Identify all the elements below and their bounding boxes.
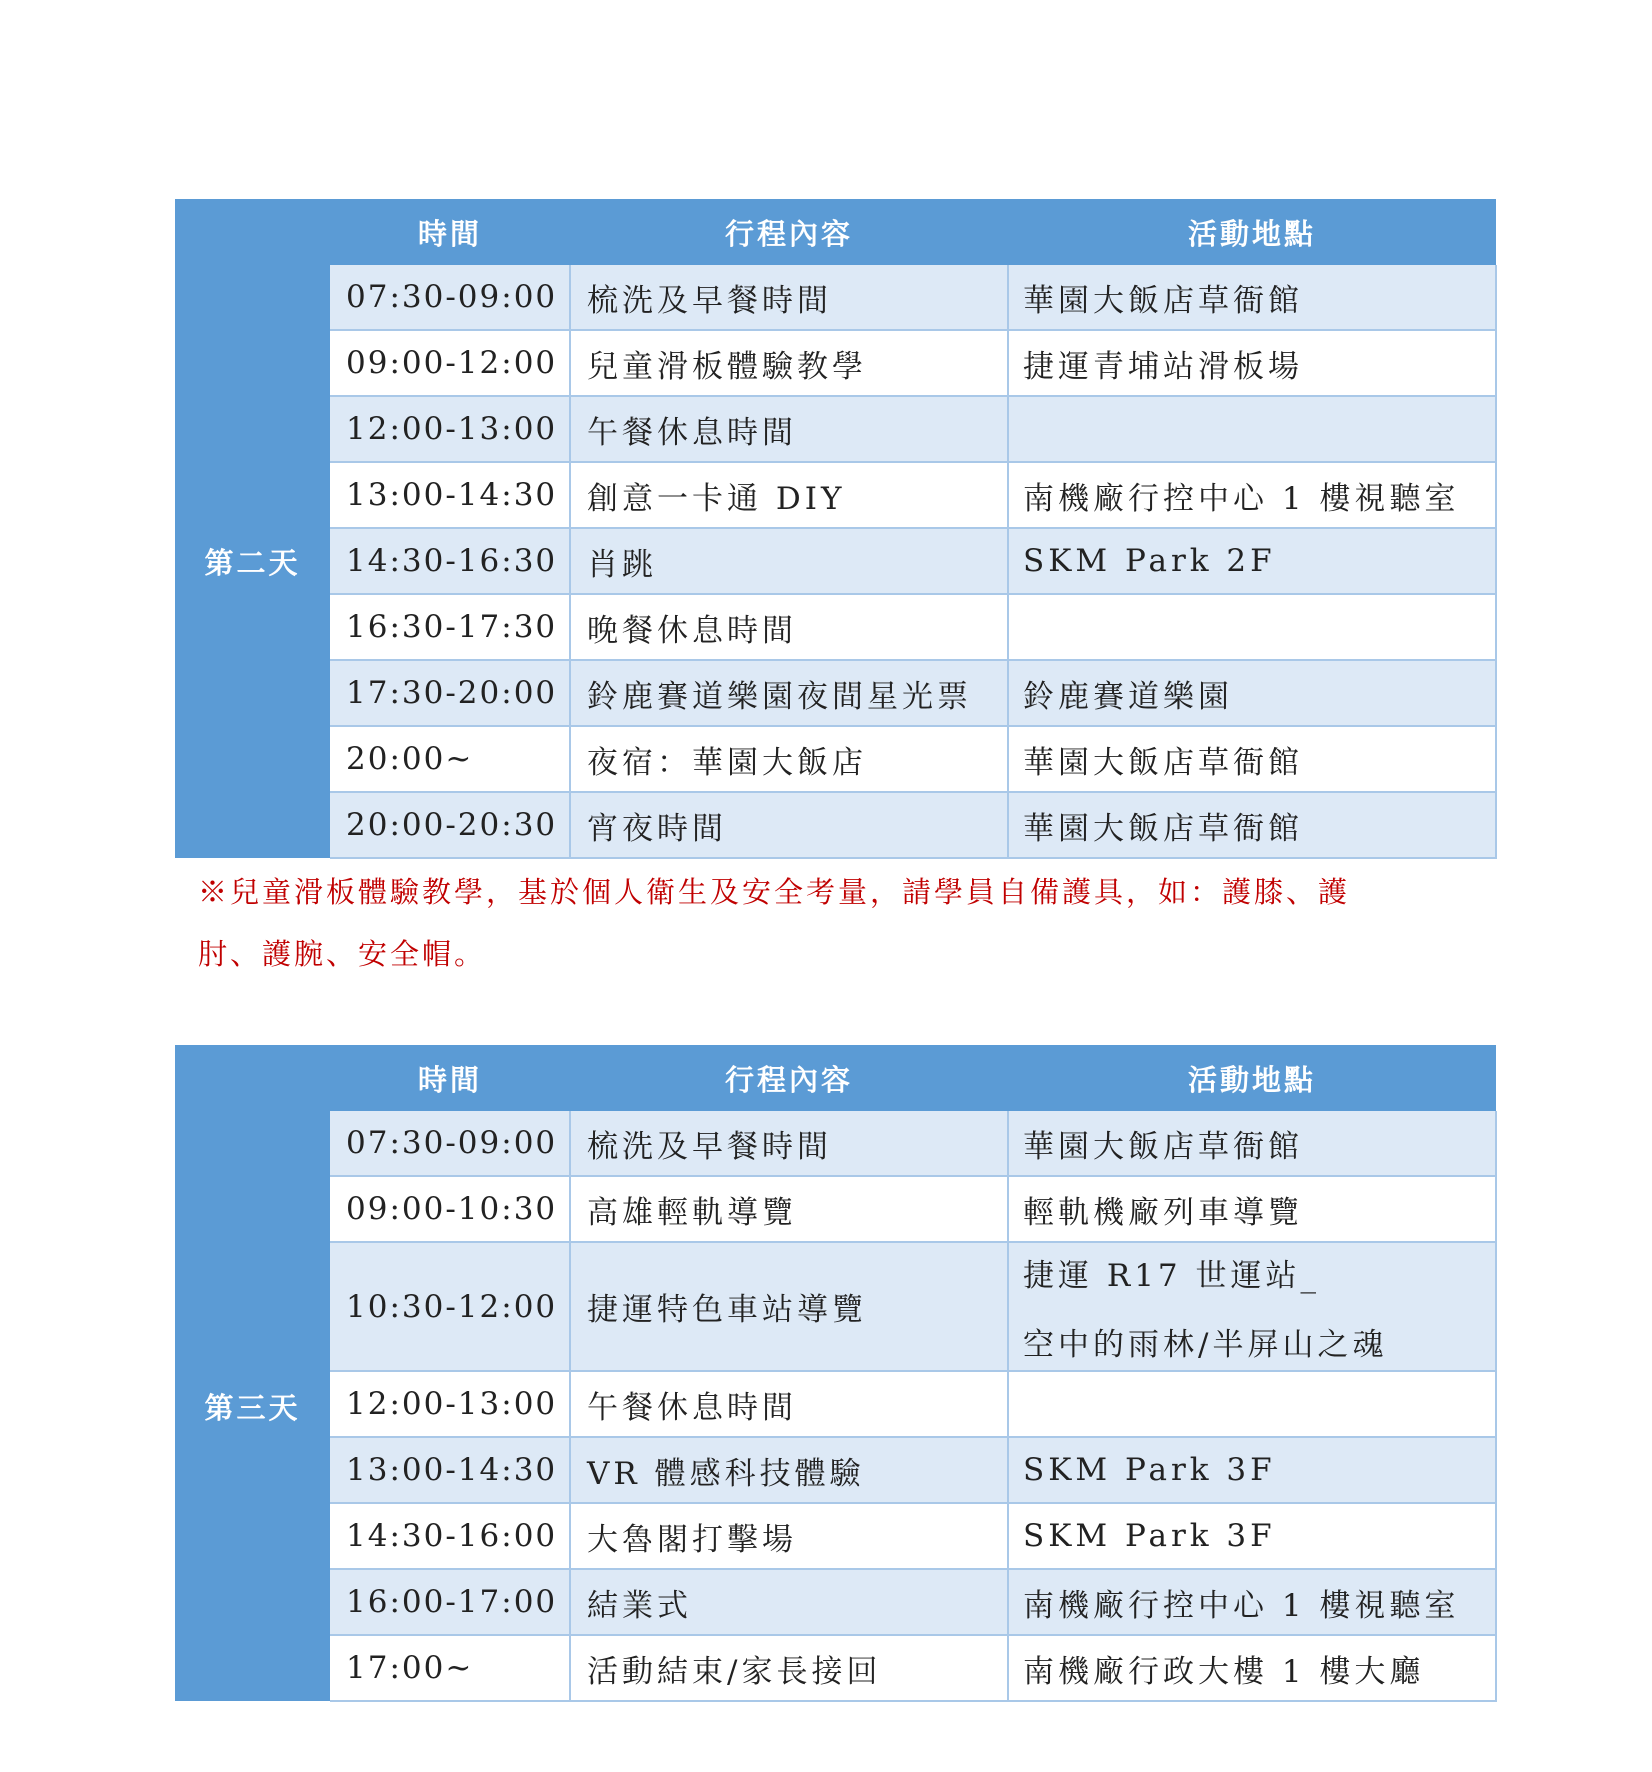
activity-cell: 高雄輕軌導覽 [570,1176,1008,1242]
activity-cell: 鈴鹿賽道樂園夜間星光票 [570,660,1008,726]
table-row [175,792,1496,858]
place-cell [1008,1371,1496,1437]
place-cell: 華園大飯店草衙館 [1008,792,1496,858]
activity-cell: 午餐休息時間 [570,1371,1008,1437]
table-row [175,660,1496,726]
table-row [175,726,1496,792]
time-cell: 16:30-17:30 [330,594,570,660]
day2-header-row [175,199,1496,265]
time-cell: 12:00-13:00 [330,396,570,462]
table-row [175,462,1496,528]
activity-cell: 宵夜時間 [570,792,1008,858]
time-cell: 13:00-14:30 [330,1437,570,1503]
day2-time-header: 時間 [330,199,570,265]
time-cell: 12:00-13:00 [330,1371,570,1437]
day2-activity-header: 行程內容 [570,199,1008,265]
activity-cell: 午餐休息時間 [570,396,1008,462]
activity-cell: 兒童滑板體驗教學 [570,330,1008,396]
table-row [175,1569,1496,1635]
day3-schedule-table [175,1045,1497,1702]
day3-time-header: 時間 [330,1045,570,1111]
notice-line-1: ※兒童滑板體驗教學，基於個人衛生及安全考量，請學員自備護具，如：護膝、護 [198,875,1351,909]
place-line-2: 空中的雨林/半屏山之魂 [1023,1326,1388,1363]
day3-label: 第三天 [175,1111,330,1701]
time-cell: 14:30-16:00 [330,1503,570,1569]
table-row [175,265,1496,330]
table-row [175,330,1496,396]
place-cell: SKM Park 3F [1008,1503,1496,1569]
activity-cell: 梳洗及早餐時間 [570,1111,1008,1176]
activity-cell: 結業式 [570,1569,1008,1635]
place-cell: 華園大飯店草衙館 [1008,1111,1496,1176]
place-cell [1008,396,1496,462]
time-cell: 07:30-09:00 [330,1111,570,1176]
place-cell [1008,594,1496,660]
time-cell: 20:00~ [330,726,570,792]
place-cell: 輕軌機廠列車導覽 [1008,1176,1496,1242]
time-cell: 09:00-10:30 [330,1176,570,1242]
day3-place-header: 活動地點 [1008,1045,1496,1111]
day2-label: 第二天 [175,265,330,858]
place-cell: 鈴鹿賽道樂園 [1008,660,1496,726]
table-row [175,1437,1496,1503]
place-cell: SKM Park 2F [1008,528,1496,594]
day3-header-row [175,1045,1496,1111]
table-row [175,1242,1496,1371]
place-cell: 南機廠行政大樓 1 樓大廳 [1008,1635,1496,1701]
activity-cell: VR 體感科技體驗 [570,1437,1008,1503]
place-line-1: 捷運 R17 世運站_ [1023,1257,1320,1294]
day2-schedule-table [175,199,1497,859]
activity-cell: 肖跳 [570,528,1008,594]
time-cell: 17:00~ [330,1635,570,1701]
activity-cell: 梳洗及早餐時間 [570,265,1008,330]
activity-cell: 夜宿：華園大飯店 [570,726,1008,792]
table-row [175,528,1496,594]
time-cell: 07:30-09:00 [330,265,570,330]
notice-line-2: 肘、護腕、安全帽。 [198,937,487,971]
activity-cell: 晚餐休息時間 [570,594,1008,660]
time-cell: 16:00-17:00 [330,1569,570,1635]
day3-activity-header: 行程內容 [570,1045,1008,1111]
time-cell: 17:30-20:00 [330,660,570,726]
place-cell: 捷運青埔站滑板場 [1008,330,1496,396]
activity-cell: 大魯閣打擊場 [570,1503,1008,1569]
place-cell [1008,1242,1496,1371]
place-cell: SKM Park 3F [1008,1437,1496,1503]
time-cell: 20:00-20:30 [330,792,570,858]
place-cell: 華園大飯店草衙館 [1008,265,1496,330]
day2-day-header-cell [175,199,330,265]
time-cell: 10:30-12:00 [330,1242,570,1371]
day3-day-header-cell [175,1045,330,1111]
time-cell: 09:00-12:00 [330,330,570,396]
table-row [175,1503,1496,1569]
activity-cell: 創意一卡通 DIY [570,462,1008,528]
place-cell: 南機廠行控中心 1 樓視聽室 [1008,1569,1496,1635]
table-row [175,1176,1496,1242]
time-cell: 13:00-14:30 [330,462,570,528]
table-row [175,396,1496,462]
activity-cell: 活動結束/家長接回 [570,1635,1008,1701]
table-row [175,1371,1496,1437]
place-cell: 華園大飯店草衙館 [1008,726,1496,792]
place-cell: 南機廠行控中心 1 樓視聽室 [1008,462,1496,528]
table-row [175,594,1496,660]
activity-cell: 捷運特色車站導覽 [570,1242,1008,1371]
time-cell: 14:30-16:30 [330,528,570,594]
table-row [175,1111,1496,1176]
day2-place-header: 活動地點 [1008,199,1496,265]
table-row [175,1635,1496,1701]
